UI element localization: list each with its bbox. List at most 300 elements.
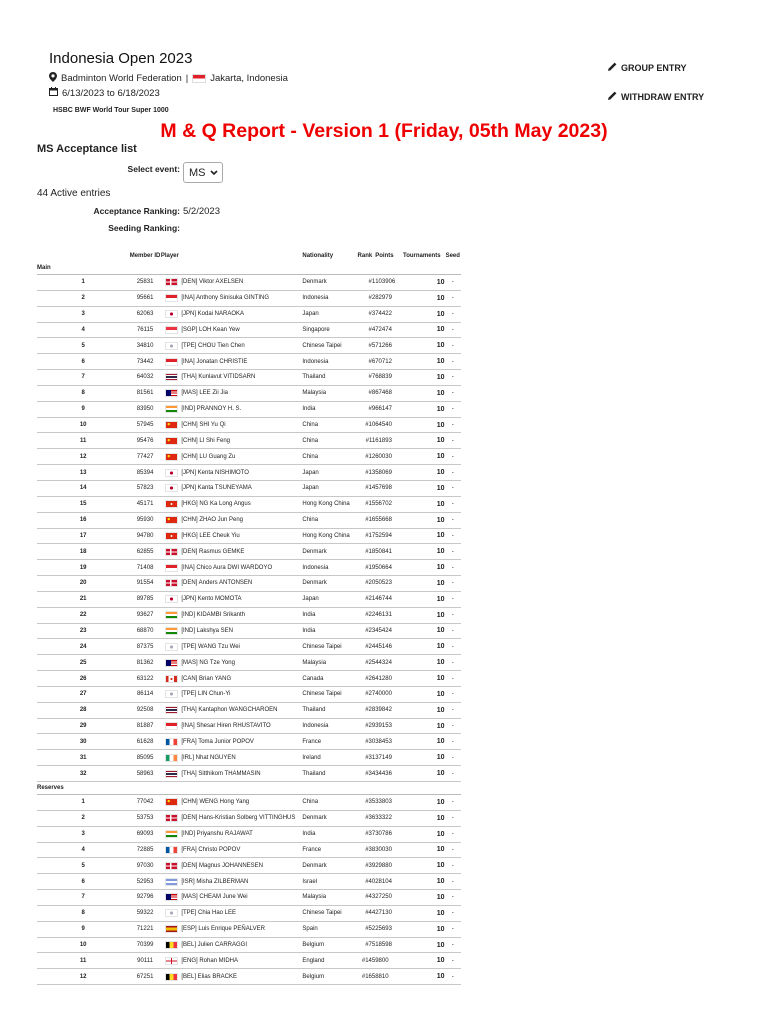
row-points: 56702 [375, 496, 402, 512]
row-flag [161, 826, 182, 842]
group-entry-button[interactable] [608, 62, 687, 73]
row-position: 8 [37, 905, 129, 921]
row-rank: #145 [354, 953, 376, 969]
table-row [37, 671, 461, 687]
row-points: 50841 [375, 544, 402, 560]
tour-label: HSBC BWF World Tour Super 1000 [53, 107, 169, 114]
row-flag [161, 560, 182, 576]
row-tournaments: 10 [402, 953, 445, 969]
row-nationality: Chinese Taipei [302, 686, 353, 702]
table-row [37, 750, 461, 766]
row-rank: #7 [354, 370, 376, 386]
table-row [37, 354, 461, 370]
row-points: 55668 [375, 512, 402, 528]
row-tournaments: 10 [402, 528, 445, 544]
row-member-id: 92508 [129, 702, 160, 718]
row-tournaments: 10 [402, 858, 445, 874]
row-position: 10 [37, 417, 129, 433]
row-points: 40000 [375, 686, 402, 702]
row-rank: #16 [354, 512, 376, 528]
row-player-name[interactable]: [DEN] Magnus JOHANNESEN [181, 858, 302, 874]
row-seed: - [445, 607, 461, 623]
row-member-id: 81362 [129, 655, 160, 671]
row-position: 11 [37, 953, 129, 969]
row-position: 15 [37, 496, 129, 512]
flag-tpe-icon [165, 690, 178, 698]
row-nationality: Singapore [302, 322, 353, 338]
row-points: 28104 [375, 874, 402, 890]
acceptance-ranking-label: Acceptance Ranking: [93, 206, 180, 216]
flag-irl-icon [165, 754, 178, 762]
row-rank: #2 [354, 290, 376, 306]
row-seed: - [445, 921, 461, 937]
row-player-name[interactable]: [INA] Shesar Hiren RHUSTAVITO [181, 718, 302, 734]
report-title: M & Q Report - Version 1 (Friday, 05th May 2023) [160, 120, 608, 142]
row-member-id: 89785 [129, 591, 160, 607]
row-member-id: 34810 [129, 338, 160, 354]
row-flag [161, 417, 182, 433]
row-points: 44324 [375, 655, 402, 671]
row-player-name[interactable]: [IRL] Nhat NGUYEN [181, 750, 302, 766]
row-points: 27250 [375, 890, 402, 906]
row-seed: - [445, 401, 461, 417]
row-rank: #19 [354, 560, 376, 576]
table-row [37, 655, 461, 671]
table-row [37, 576, 461, 592]
row-points: 66147 [375, 401, 402, 417]
row-tournaments: 10 [402, 449, 445, 465]
row-flag [161, 465, 182, 481]
row-player-name[interactable]: [TPE] CHOU Tien Chen [181, 338, 302, 354]
row-member-id: 71408 [129, 560, 160, 576]
row-rank: #9 [354, 401, 376, 417]
event-select[interactable] [183, 162, 223, 183]
row-seed: - [445, 480, 461, 496]
row-seed: - [445, 795, 461, 811]
col-nationality: Nationality [302, 253, 334, 259]
row-position: 7 [37, 890, 129, 906]
row-player-name[interactable]: [JPN] Kanta TSUNEYAMA [181, 480, 302, 496]
row-tournaments: 10 [402, 810, 445, 826]
row-position: 5 [37, 338, 129, 354]
row-points: 30030 [375, 842, 402, 858]
row-flag [161, 655, 182, 671]
row-member-id: 90111 [129, 953, 160, 969]
row-seed: - [445, 766, 461, 782]
row-player-name[interactable]: [ESP] Luis Enrique PEÑALVER [181, 921, 302, 937]
flag-esp-icon [165, 925, 178, 933]
row-tournaments: 10 [402, 937, 445, 953]
row-tournaments: 10 [402, 576, 445, 592]
row-points: 27130 [375, 905, 402, 921]
row-position: 12 [37, 969, 129, 985]
row-seed: - [445, 433, 461, 449]
row-seed: - [445, 639, 461, 655]
row-seed: - [445, 937, 461, 953]
row-player-name[interactable]: [INA] Chico Aura DWI WARDOYO [181, 560, 302, 576]
row-tournaments: 10 [402, 686, 445, 702]
row-position: 18 [37, 544, 129, 560]
row-nationality: Thailand [302, 702, 353, 718]
row-member-id: 83950 [129, 401, 160, 417]
row-points: 39842 [375, 702, 402, 718]
row-member-id: 53753 [129, 810, 160, 826]
withdraw-entry-button[interactable] [608, 91, 704, 102]
row-player-name[interactable]: [MAS] CHEAM June Wei [181, 890, 302, 906]
row-tournaments: 10 [402, 671, 445, 687]
row-position: 12 [37, 449, 129, 465]
row-player-name[interactable]: [TPE] LIN Chun-Yi [181, 686, 302, 702]
row-player-name[interactable]: [CHN] SHI Yu Qi [181, 417, 302, 433]
row-flag [161, 766, 182, 782]
row-position: 8 [37, 385, 129, 401]
row-rank: #5 [354, 338, 376, 354]
row-rank: #1 [354, 275, 376, 291]
row-position: 1 [37, 795, 129, 811]
row-nationality: Belgium [302, 969, 353, 985]
row-flag [161, 810, 182, 826]
flag-mas-icon [165, 659, 178, 667]
row-seed: - [445, 905, 461, 921]
row-player-name[interactable]: [CHN] LI Shi Feng [181, 433, 302, 449]
row-position: 28 [37, 702, 129, 718]
row-points: 8810 [375, 969, 402, 985]
row-flag [161, 370, 182, 386]
table-row [37, 370, 461, 386]
row-points: 30786 [375, 826, 402, 842]
row-rank: #25 [354, 655, 376, 671]
section-header [37, 262, 461, 275]
row-player-name[interactable]: [CHN] WENG Hong Yang [181, 795, 302, 811]
row-tournaments: 10 [402, 890, 445, 906]
row-points: 9800 [375, 953, 402, 969]
row-seed: - [445, 890, 461, 906]
calendar-icon [49, 87, 58, 99]
col-seed: Seed [445, 253, 460, 259]
row-rank: #37 [354, 826, 376, 842]
row-rank: #38 [354, 842, 376, 858]
row-member-id: 91554 [129, 576, 160, 592]
row-member-id: 64032 [129, 370, 160, 386]
row-member-id: 61628 [129, 734, 160, 750]
row-seed: - [445, 686, 461, 702]
flag-chn-icon [165, 798, 178, 806]
flag-ina-icon [165, 358, 178, 366]
row-nationality: Malaysia [302, 890, 353, 906]
flag-jpn-icon [165, 310, 178, 318]
row-nationality: Spain [302, 921, 353, 937]
row-flag [161, 921, 182, 937]
table-row [37, 702, 461, 718]
flag-can-icon [165, 675, 178, 683]
seeding-ranking-label: Seeding Ranking: [108, 223, 180, 233]
row-member-id: 93627 [129, 607, 160, 623]
row-seed: - [445, 290, 461, 306]
row-nationality: Thailand [302, 766, 353, 782]
row-seed: - [445, 496, 461, 512]
row-rank: #165 [354, 969, 376, 985]
row-player-name[interactable]: [CHN] ZHAO Jun Peng [181, 512, 302, 528]
row-nationality: Japan [302, 306, 353, 322]
row-player-name[interactable]: [IND] PRANNOY H. S. [181, 401, 302, 417]
row-position: 4 [37, 842, 129, 858]
row-flag [161, 607, 182, 623]
row-player-name[interactable]: [MAS] NG Tze Yong [181, 655, 302, 671]
row-seed: - [445, 969, 461, 985]
row-tournaments: 10 [402, 290, 445, 306]
row-player-name[interactable]: [JPN] Kodai NARAOKA [181, 306, 302, 322]
active-entries-count: 44 Active entries [37, 188, 111, 199]
row-seed: - [445, 734, 461, 750]
row-nationality: Malaysia [302, 655, 353, 671]
row-player-name[interactable]: [HKG] LEE Cheuk Yiu [181, 528, 302, 544]
row-nationality: Indonesia [302, 354, 353, 370]
row-member-id: 95930 [129, 512, 160, 528]
row-nationality: Denmark [302, 858, 353, 874]
row-position: 9 [37, 401, 129, 417]
row-player-name[interactable]: [JPN] Kenta NISHIMOTO [181, 465, 302, 481]
row-player-name[interactable]: [IND] Lakshya SEN [181, 623, 302, 639]
flag-fra-icon [165, 846, 178, 854]
table-row [37, 921, 461, 937]
chevron-down-icon [210, 167, 218, 179]
table-row [37, 795, 461, 811]
row-player-name[interactable]: [THA] Kantaphon WANGCHAROEN [181, 702, 302, 718]
col-member-id: Member ID [129, 253, 161, 259]
acceptance-ranking-value: 5/2/2023 [183, 206, 220, 217]
row-member-id: 72885 [129, 842, 160, 858]
row-player-name[interactable]: [ENG] Rohan MIDHA [181, 953, 302, 969]
row-points: 67468 [375, 385, 402, 401]
row-points: 46744 [375, 591, 402, 607]
table-row [37, 433, 461, 449]
row-flag [161, 354, 182, 370]
row-rank: #14 [354, 480, 376, 496]
row-points: 39153 [375, 718, 402, 734]
row-player-name[interactable]: [SGP] LOH Kean Yew [181, 322, 302, 338]
table-row [37, 905, 461, 921]
row-points: 18598 [375, 937, 402, 953]
flag-ind-icon [165, 627, 178, 635]
row-seed: - [445, 718, 461, 734]
table-row [37, 275, 461, 291]
withdraw-entry-label: WITHDRAW ENTRY [621, 91, 705, 102]
flag-bel-icon [165, 973, 178, 981]
col-tournaments: Tournaments [402, 253, 441, 259]
row-player-name[interactable]: [DEN] Rasmus GEMKE [181, 544, 302, 560]
row-position: 16 [37, 512, 129, 528]
row-rank: #34 [354, 766, 376, 782]
section-label: Reserves [37, 782, 461, 795]
row-nationality: India [302, 607, 353, 623]
row-points: 46131 [375, 607, 402, 623]
row-position: 5 [37, 858, 129, 874]
row-points: 103906 [375, 275, 402, 291]
row-position: 10 [37, 937, 129, 953]
row-rank: #15 [354, 496, 376, 512]
group-entry-label: GROUP ENTRY [621, 62, 687, 73]
row-position: 23 [37, 623, 129, 639]
row-tournaments: 10 [402, 338, 445, 354]
row-points: 70712 [375, 354, 402, 370]
row-position: 4 [37, 322, 129, 338]
row-tournaments: 10 [402, 306, 445, 322]
row-position: 3 [37, 306, 129, 322]
row-player-name[interactable]: [THA] Kunlavut VITIDSARN [181, 370, 302, 386]
row-position: 27 [37, 686, 129, 702]
row-seed: - [445, 512, 461, 528]
table-row [37, 842, 461, 858]
row-rank: #28 [354, 702, 376, 718]
row-player-name[interactable]: [IND] Priyanshu RAJAWAT [181, 826, 302, 842]
row-flag [161, 858, 182, 874]
row-member-id: 67251 [129, 969, 160, 985]
row-player-name[interactable]: [IND] KIDAMBI Srikanth [181, 607, 302, 623]
row-tournaments: 10 [402, 560, 445, 576]
flag-chn-icon [165, 437, 178, 445]
row-flag [161, 544, 182, 560]
flag-chn-icon [165, 453, 178, 461]
row-player-name[interactable]: [DEN] Viktor AXELSEN [181, 275, 302, 291]
row-player-name[interactable]: [MAS] LEE Zii Jia [181, 385, 302, 401]
row-seed: - [445, 322, 461, 338]
row-rank: #40 [354, 874, 376, 890]
table-row [37, 480, 461, 496]
row-player-name[interactable]: [INA] Anthony Sinisuka GINTING [181, 290, 302, 306]
flag-jpn-icon [165, 469, 178, 477]
row-player-name[interactable]: [BEL] Julien CARRAGGI [181, 937, 302, 953]
row-tournaments: 10 [402, 480, 445, 496]
row-seed: - [445, 465, 461, 481]
row-flag [161, 576, 182, 592]
row-member-id: 25831 [129, 275, 160, 291]
row-nationality: Denmark [302, 275, 353, 291]
row-nationality: Chinese Taipei [302, 338, 353, 354]
flag-den-icon [165, 862, 178, 870]
flag-bel-icon [165, 941, 178, 949]
table-row [37, 718, 461, 734]
table-row [37, 322, 461, 338]
row-player-name[interactable]: [ISR] Misha ZILBERMAN [181, 874, 302, 890]
row-seed: - [445, 750, 461, 766]
row-rank: #30 [354, 734, 376, 750]
row-nationality: China [302, 795, 353, 811]
row-tournaments: 10 [402, 433, 445, 449]
row-player-name[interactable]: [TPE] WANG Tzu Wei [181, 639, 302, 655]
acceptance-table [37, 250, 461, 985]
row-player-name[interactable]: [HKG] NG Ka Long Angus [181, 496, 302, 512]
row-nationality: China [302, 512, 353, 528]
row-tournaments: 10 [402, 401, 445, 417]
flag-hkg-icon [165, 500, 178, 508]
row-nationality: India [302, 401, 353, 417]
row-tournaments: 10 [402, 734, 445, 750]
row-nationality: Belgium [302, 937, 353, 953]
row-points: 58069 [375, 465, 402, 481]
table-row [37, 810, 461, 826]
row-player-name[interactable]: [DEN] Hans-Kristian Solberg VITTINGHUS [181, 810, 302, 826]
row-seed: - [445, 591, 461, 607]
row-points: 50664 [375, 560, 402, 576]
organizer-line [49, 72, 288, 85]
row-points: 33803 [375, 795, 402, 811]
row-position: 13 [37, 465, 129, 481]
row-player-name[interactable]: [CHN] LU Guang Zu [181, 449, 302, 465]
organizer-name[interactable]: Badminton World Federation [61, 73, 182, 84]
row-nationality: Indonesia [302, 560, 353, 576]
flag-chn-icon [165, 516, 178, 524]
flag-chn-icon [165, 421, 178, 429]
row-position: 19 [37, 560, 129, 576]
row-points: 52594 [375, 528, 402, 544]
col-points: Points [375, 253, 394, 259]
row-player-name[interactable]: [TPE] Chia Hao LEE [181, 905, 302, 921]
row-tournaments: 10 [402, 826, 445, 842]
row-flag [161, 890, 182, 906]
flag-mas-icon [165, 389, 178, 397]
row-member-id: 52953 [129, 874, 160, 890]
table-row [37, 591, 461, 607]
flag-tpe-icon [165, 643, 178, 651]
table-row [37, 937, 461, 953]
row-tournaments: 10 [402, 354, 445, 370]
row-seed: - [445, 623, 461, 639]
row-player-name[interactable]: [INA] Jonatan CHRISTIE [181, 354, 302, 370]
row-rank: #20 [354, 576, 376, 592]
row-player-name[interactable]: [FRA] Christo POPOV [181, 842, 302, 858]
row-points: 64540 [375, 417, 402, 433]
row-points: 45424 [375, 623, 402, 639]
row-flag [161, 433, 182, 449]
row-flag [161, 496, 182, 512]
flag-den-icon [165, 814, 178, 822]
table-row [37, 560, 461, 576]
row-rank: #26 [354, 671, 376, 687]
list-title: MS Acceptance list [37, 143, 137, 155]
row-player-name[interactable]: [THA] Sitthikom THAMMASIN [181, 766, 302, 782]
row-flag [161, 842, 182, 858]
table-row [37, 607, 461, 623]
row-nationality: India [302, 826, 353, 842]
row-member-id: 92796 [129, 890, 160, 906]
row-player-name[interactable]: [BEL] Elias BRACKE [181, 969, 302, 985]
row-player-name[interactable]: [DEN] Anders ANTONSEN [181, 576, 302, 592]
row-flag [161, 290, 182, 306]
pencil-icon [608, 62, 617, 73]
section-label: Main [37, 262, 461, 275]
row-member-id: 57823 [129, 480, 160, 496]
row-tournaments: 10 [402, 370, 445, 386]
row-member-id: 63122 [129, 671, 160, 687]
row-player-name[interactable]: [JPN] Kento MOMOTA [181, 591, 302, 607]
row-member-id: 71221 [129, 921, 160, 937]
row-seed: - [445, 528, 461, 544]
row-player-name[interactable]: [FRA] Toma Junior POPOV [181, 734, 302, 750]
row-player-name[interactable]: [CAN] Brian YANG [181, 671, 302, 687]
location-text: Jakarta, Indonesia [210, 73, 288, 84]
row-rank: #8 [354, 385, 376, 401]
row-rank: #31 [354, 750, 376, 766]
flag-fra-icon [165, 738, 178, 746]
row-nationality: Thailand [302, 370, 353, 386]
row-rank: #17 [354, 528, 376, 544]
row-seed: - [445, 385, 461, 401]
row-rank: #4 [354, 322, 376, 338]
row-rank: #3 [354, 306, 376, 322]
row-rank: #44 [354, 905, 376, 921]
row-tournaments: 10 [402, 465, 445, 481]
row-rank: #27 [354, 686, 376, 702]
